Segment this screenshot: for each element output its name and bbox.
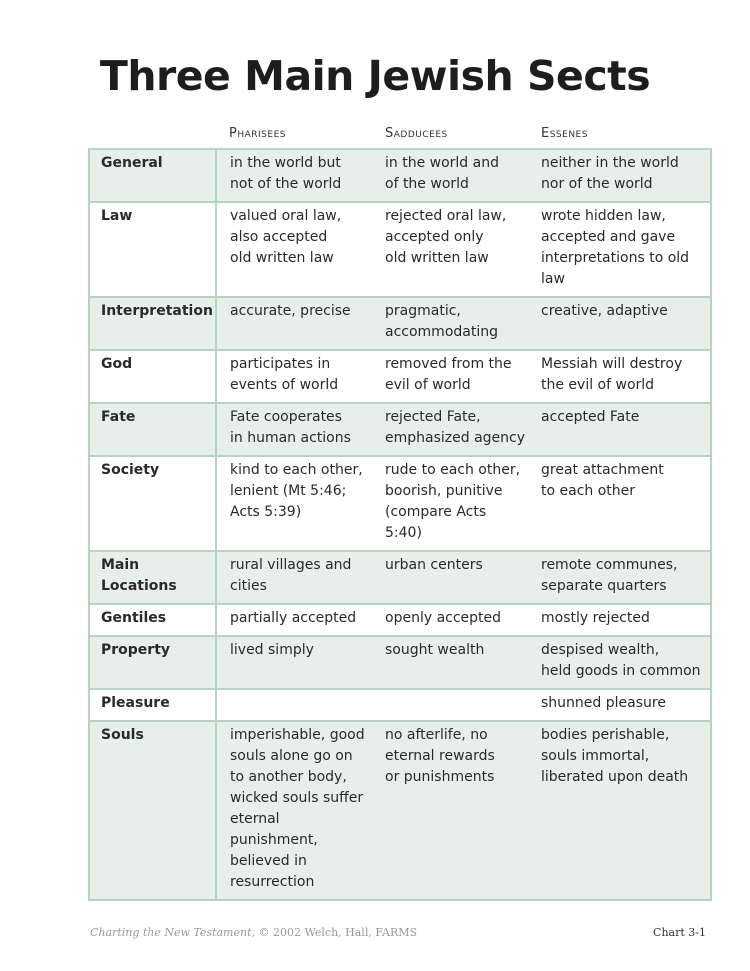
table-row [89, 636, 711, 689]
cell-essenes: creative, adaptive [528, 297, 711, 350]
cell-sadducees: rejected Fate, emphasized agency [372, 403, 528, 456]
footer-source [90, 926, 417, 939]
page-title: Three Main Jewish Sects [99, 52, 651, 100]
cell-pharisees: kind to each other, lenient (Mt 5:46; Acts 5:39) [216, 456, 372, 551]
row-label: God [89, 350, 216, 403]
table-row [89, 403, 711, 456]
cell-sadducees: no afterlife, no eternal rewards or punishments [372, 721, 528, 900]
cell-essenes: great attachment to each other [528, 456, 711, 551]
cell-pharisees: partially accepted [216, 604, 372, 636]
column-header-essenes: Essenes [541, 126, 588, 141]
cell-essenes: neither in the world nor of the world [528, 149, 711, 202]
row-label: Fate [89, 403, 216, 456]
cell-pharisees: rural villages and cities [216, 551, 372, 604]
table-row [89, 202, 711, 297]
cell-pharisees: lived simply [216, 636, 372, 689]
cell-sadducees [372, 689, 528, 721]
row-label: General [89, 149, 216, 202]
sects-table [88, 148, 712, 901]
table-row [89, 297, 711, 350]
table-row [89, 456, 711, 551]
cell-pharisees: valued oral law, also accepted old written law [216, 202, 372, 297]
cell-sadducees: urban centers [372, 551, 528, 604]
row-label: Souls [89, 721, 216, 900]
row-label: Law [89, 202, 216, 297]
table-row [89, 689, 711, 721]
column-header-sadducees: Sadducees [385, 126, 448, 141]
footer-source-title: Charting the New Testament, [90, 926, 255, 939]
row-label: Society [89, 456, 216, 551]
cell-essenes: bodies perishable, souls immortal, liberated upon death [528, 721, 711, 900]
cell-pharisees [216, 689, 372, 721]
footer-chart-number: Chart 3-1 [653, 926, 706, 939]
row-label: Interpretation [89, 297, 216, 350]
table-row [89, 149, 711, 202]
cell-sadducees: pragmatic, accommodating [372, 297, 528, 350]
column-header-pharisees: Pharisees [229, 126, 286, 141]
cell-sadducees: rude to each other, boorish, punitive (compare Acts 5:40) [372, 456, 528, 551]
cell-essenes: despised wealth, held goods in common [528, 636, 711, 689]
cell-sadducees: rejected oral law, accepted only old written law [372, 202, 528, 297]
cell-sadducees: openly accepted [372, 604, 528, 636]
cell-sadducees: sought wealth [372, 636, 528, 689]
cell-pharisees: imperishable, good souls alone go on to another body, wicked souls suffer eternal punishment, believed in resurrection [216, 721, 372, 900]
table-row [89, 551, 711, 604]
footer-source-rest: © 2002 Welch, Hall, FARMS [255, 926, 418, 939]
cell-sadducees: removed from the evil of world [372, 350, 528, 403]
row-label: Gentiles [89, 604, 216, 636]
cell-essenes: accepted Fate [528, 403, 711, 456]
cell-pharisees: Fate cooperates in human actions [216, 403, 372, 456]
row-label: Property [89, 636, 216, 689]
cell-pharisees: accurate, precise [216, 297, 372, 350]
cell-sadducees: in the world and of the world [372, 149, 528, 202]
table-row [89, 721, 711, 900]
cell-essenes: wrote hidden law, accepted and gave interpretations to old law [528, 202, 711, 297]
cell-pharisees: in the world but not of the world [216, 149, 372, 202]
table-row [89, 604, 711, 636]
cell-pharisees: participates in events of world [216, 350, 372, 403]
cell-essenes: remote communes, separate quarters [528, 551, 711, 604]
table-row [89, 350, 711, 403]
cell-essenes: Messiah will destroy the evil of world [528, 350, 711, 403]
cell-essenes: mostly rejected [528, 604, 711, 636]
cell-essenes: shunned pleasure [528, 689, 711, 721]
row-label: Main Locations [89, 551, 216, 604]
row-label: Pleasure [89, 689, 216, 721]
